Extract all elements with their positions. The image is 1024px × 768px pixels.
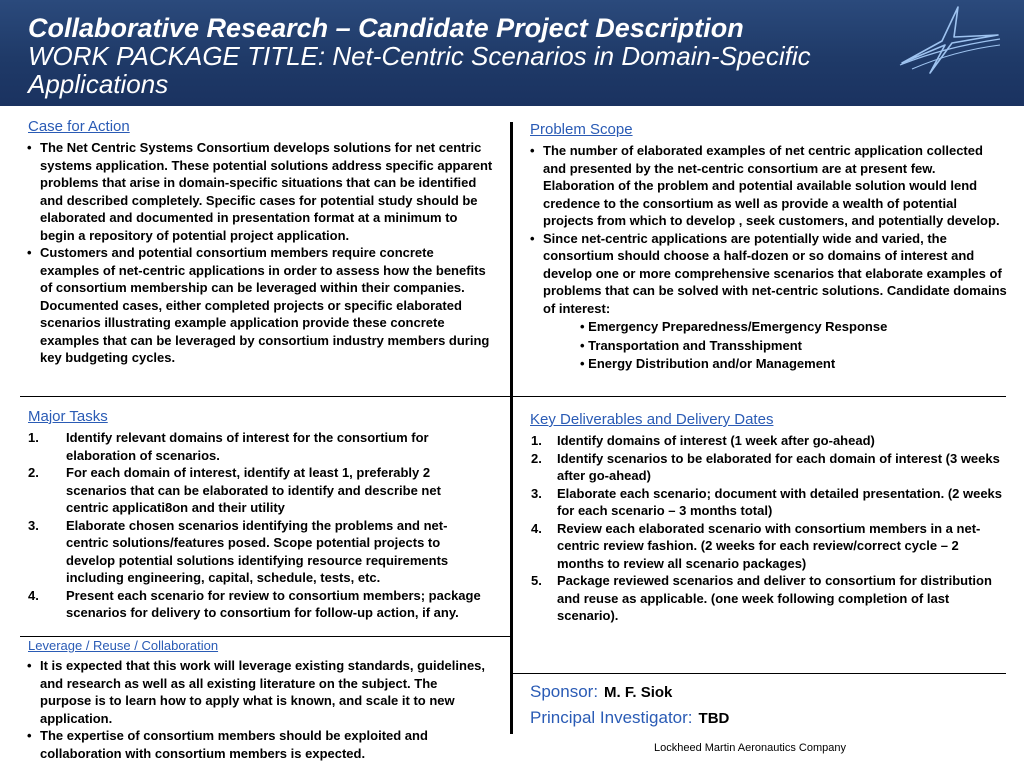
major-tasks-heading: Major Tasks — [28, 408, 108, 425]
list-item: 5. Package reviewed scenarios and deliver to consortium for distribution and reuse as applicable. (one week following completion of last scenario). — [531, 573, 992, 623]
sponsor-value: M. F. Siok — [604, 684, 673, 701]
footer-company: Lockheed Martin Aeronautics Company — [654, 742, 846, 754]
left-row-divider — [20, 396, 512, 397]
list-item: 2. Identify scenarios to be elaborated for each domain of interest (3 weeks after go-ahead) — [531, 450, 1000, 483]
sponsor-label: Sponsor: — [530, 682, 599, 701]
list-item: • It is expected that this work will leverage existing standards, guidelines, and research as well as all existing literature on the subject. The purpose is to learn how to apply what is known, and scale it to new application. — [27, 657, 487, 727]
right-row-divider — [512, 396, 1006, 397]
list-item: 1. Identify relevant domains of interest for the consortium for elaboration of scenarios. — [28, 430, 429, 463]
leverage-divider — [20, 636, 512, 637]
leverage-body — [27, 657, 487, 762]
list-item: • Since net-centric applications are potentially wide and varied, the consortium should choose a half-dozen or so domains of interest and develop one or more comprehensive scenarios that elaborate examples of problems that can be solved with net-centric solutions. Candidate domains of interest: — [530, 230, 1008, 318]
list-item: 4. Present each scenario for review to consortium members; package scenarios for delivery to consortium for follow-up action, if any. — [28, 587, 481, 620]
case-for-action-body — [27, 139, 495, 367]
page-subtitle: WORK PACKAGE TITLE: Net-Centric Scenarios in Domain-Specific Applications — [28, 41, 811, 99]
list-item: 3. Elaborate chosen scenarios identifying the problems and net-centric solutions/features posed. Scope potential projects to develop potential solutions identifying resource requirements including engineering, capital, schedule, tests, etc. — [28, 517, 449, 585]
sponsor-line — [530, 682, 672, 702]
pi-line — [530, 708, 729, 728]
lockheed-martin-star-logo-icon — [890, 5, 1002, 75]
deliverables-heading: Key Deliverables and Delivery Dates — [530, 411, 774, 428]
list-item: 4. Review each elaborated scenario with consortium members in a net-centric review fashion. (2 weeks for each review/correct cycle – 2 months to review all scenario packages) — [531, 520, 981, 571]
pi-value: TBD — [698, 710, 730, 727]
leverage-heading: Leverage / Reuse / Collaboration — [28, 638, 219, 653]
list-item: • The expertise of consortium members should be exploited and collaboration with consortium members is expected. — [27, 727, 487, 762]
center-divider — [510, 122, 513, 734]
problem-scope-heading: Problem Scope — [530, 121, 633, 138]
list-item: 3. Elaborate each scenario; document with detailed presentation. (2 weeks for each scenario – 3 months total) — [531, 485, 1003, 518]
page-title: Collaborative Research – Candidate Project Description — [28, 13, 744, 43]
header-banner — [0, 0, 1024, 106]
list-item: 1. Identify domains of interest (1 week after go-ahead) — [531, 433, 875, 448]
domain-item: • Transportation and Transshipment — [580, 337, 802, 353]
list-item: • Customers and potential consortium members require concrete examples of net-centric applications in order to assess how the benefits of consortium membership can be leveraged within their companies. Documented cases, either completed projects or specific elaborated scenarios illustrating example application provide these concrete examples that can be leveraged by consortium industry members during key budgeting cycles. — [27, 244, 495, 367]
pi-label: Principal Investigator: — [530, 708, 693, 727]
list-item: • The number of elaborated examples of net centric application collected and presented by the net-centric consortium are at present few. Elaboration of the problem and potential available solution would lend credence to the consortium as well as provide a wealth of potential projects from which to develop , seek customers, and potentially develop. — [530, 142, 1008, 230]
domain-item: • Energy Distribution and/or Management — [580, 356, 836, 371]
case-for-action-heading: Case for Action — [28, 118, 130, 135]
problem-scope-body — [530, 142, 1008, 374]
deliverables-body — [531, 432, 1009, 625]
major-tasks-body — [28, 429, 484, 622]
sponsor-divider — [512, 673, 1006, 674]
list-item: 2. For each domain of interest, identify at least 1, preferably 2 scenarios that can be elaborated to identify and describe net centric applicati8on and their utility — [28, 465, 441, 515]
domain-item: • Emergency Preparedness/Emergency Response — [580, 319, 888, 334]
list-item: • The Net Centric Systems Consortium develops solutions for net centric systems application. These potential solutions address specific apparent problems that arise in domain-specific situations that can be identified and described completely. Specific cases for potential study should be elaborated and documented in presentation format at a minimum to begin a repository of potential project application. — [27, 139, 495, 244]
